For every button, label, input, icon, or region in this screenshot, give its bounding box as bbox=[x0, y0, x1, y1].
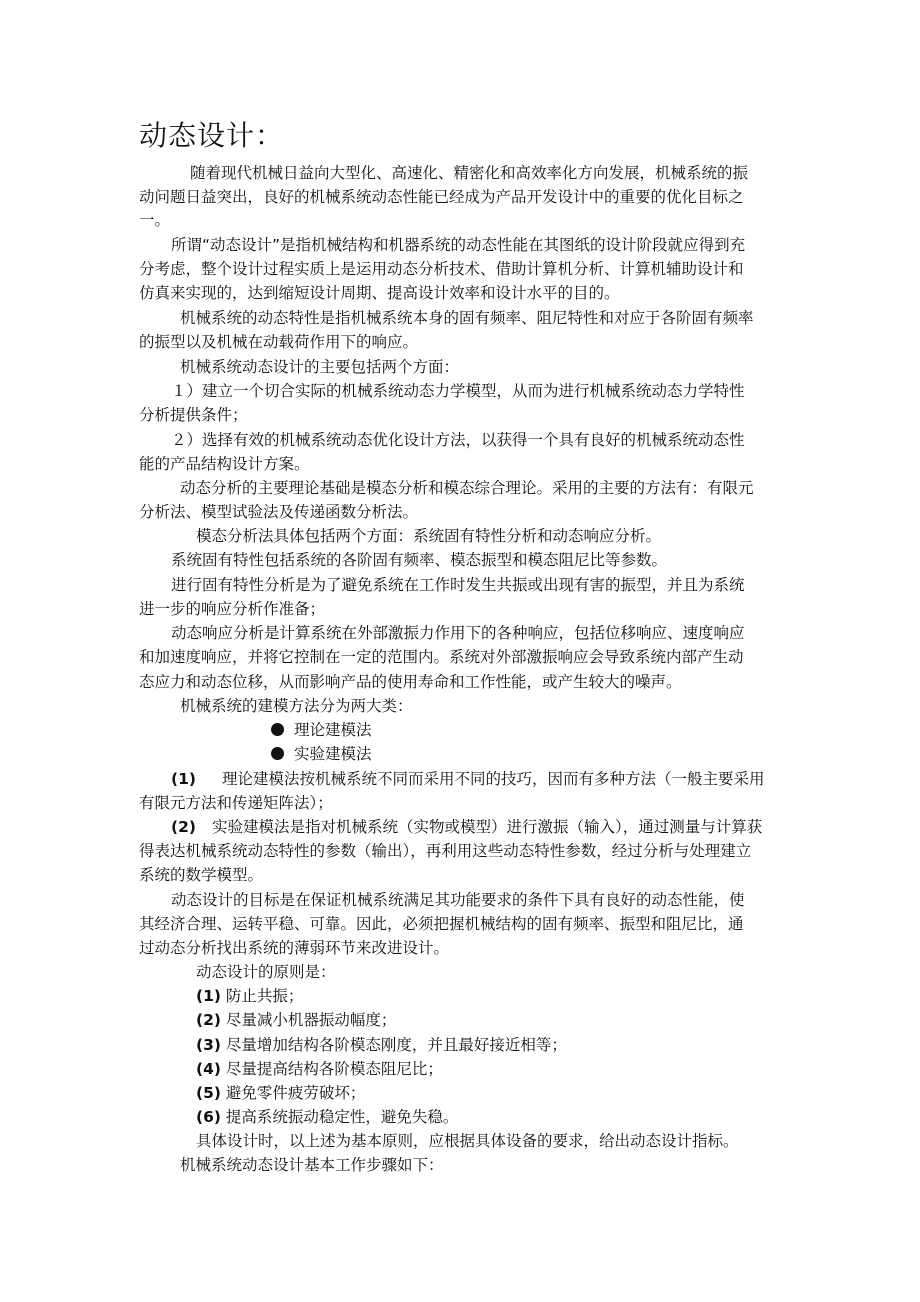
item-number: (2) bbox=[171, 818, 196, 836]
text-line: 所谓“动态设计”是指机械结构和机器系统的动态性能在其图纸的设计阶段就应得到充 bbox=[171, 236, 746, 254]
text-line: 有限元方法和传递矩阵法）； bbox=[139, 794, 333, 812]
item-number: (3) bbox=[196, 1036, 221, 1054]
item-number: (1) bbox=[196, 987, 221, 1005]
text-line: 态应力和动态位移，从而影响产品的使用寿命和工作性能，或产生较大的噪声。 bbox=[139, 673, 682, 691]
item-text: 防止共振； bbox=[225, 987, 304, 1005]
bullet-dot-icon bbox=[271, 747, 284, 760]
text-line: 动态设计的目标是在保证机械系统满足其功能要求的条件下具有良好的动态性能，使 bbox=[171, 891, 745, 909]
bullet-label: 理论建模法 bbox=[294, 721, 372, 739]
text-line: 系统的数学模型。 bbox=[139, 866, 264, 884]
item-number: (4) bbox=[196, 1060, 221, 1078]
page-title: 动态设计： bbox=[139, 119, 285, 152]
principle-item bbox=[196, 1058, 443, 1080]
item-text: 尽量减小机器振动幅度； bbox=[225, 1011, 397, 1029]
item-text: 理论建模法按机械系统不同而采用不同的技巧，因而有多种方法（一般主要采用 bbox=[221, 770, 765, 788]
text-line: 得表达机械系统动态特性的参数（输出），再利用这些动态特性参数，经过分析与处理建立 bbox=[139, 842, 752, 860]
text-line: ２）选择有效的机械系统动态优化设计方法，以获得一个具有良好的机械系统动态性 bbox=[171, 431, 745, 449]
item-number: (6) bbox=[196, 1108, 221, 1126]
text-line: 系统固有特性包括系统的各阶固有频率、模态振型和模态阻尼比等参数。 bbox=[171, 551, 668, 569]
item-text: 实验建模法是指对机械系统（实物或模型）进行激振（输入），通过测量与计算获 bbox=[211, 818, 763, 836]
text-line: １）建立一个切合实际的机械系统动态力学模型，从而为进行机械系统动态力学特性 bbox=[171, 382, 745, 400]
text-line: 能的产品结构设计方案。 bbox=[139, 455, 310, 473]
text-line: 随着现代机械日益向大型化、高速化、精密化和高效率化方向发展，机械系统的振 bbox=[190, 164, 749, 182]
principle-item bbox=[196, 1082, 365, 1104]
text-line: 动态分析的主要理论基础是模态分析和模态综合理论。采用的主要的方法有：有限元 bbox=[180, 479, 754, 497]
principle-item bbox=[196, 1106, 458, 1128]
text-line: 机械系统动态设计的主要包括两个方面： bbox=[180, 358, 460, 376]
text-line: 进一步的响应分析作准备； bbox=[139, 600, 326, 618]
text-line: 分考虑，整个设计过程实质上是运用动态分析技术、借助计算机分析、计算机辅助设计和 bbox=[139, 260, 744, 278]
bullet-item bbox=[271, 719, 372, 741]
item-text: 尽量提高结构各阶模态阻尼比； bbox=[225, 1060, 443, 1078]
bullet-label: 实验建模法 bbox=[294, 745, 372, 763]
bullet-item bbox=[271, 743, 372, 765]
text-line: 其经济合理、运转平稳、可靠。因此，必须把握机械结构的固有频率、振型和阻尼比，通 bbox=[139, 915, 744, 933]
item-number: (2) bbox=[196, 1011, 221, 1029]
text-line: 模态分析法具体包括两个方面：系统固有特性分析和动态响应分析。 bbox=[196, 527, 662, 545]
text-line: 的振型以及机械在动载荷作用下的响应。 bbox=[139, 333, 419, 351]
principle-item bbox=[196, 1009, 396, 1031]
item-number: (1) bbox=[171, 770, 196, 788]
text-line: 动态响应分析是计算系统在外部激振力作用下的各种响应，包括位移响应、速度响应 bbox=[171, 624, 745, 642]
text-line: 进行固有特性分析是为了避免系统在工作时发生共振或出现有害的振型，并且为系统 bbox=[171, 576, 745, 594]
item-text: 避免零件疲劳破坏； bbox=[225, 1084, 366, 1102]
numbered-line bbox=[171, 768, 764, 790]
text-line: 机械系统动态设计基本工作步骤如下： bbox=[180, 1156, 444, 1174]
bullet-dot-icon bbox=[271, 723, 284, 736]
numbered-line bbox=[171, 816, 762, 838]
item-text: 提高系统振动稳定性，避免失稳。 bbox=[225, 1108, 459, 1126]
text-line: 一。 bbox=[139, 211, 171, 229]
text-line: 分析法、模型试验法及传递函数分析法。 bbox=[139, 503, 419, 521]
text-line: 机械系统的动态特性是指机械系统本身的固有频率、阻尼特性和对应于各阶固有频率 bbox=[180, 309, 754, 327]
text-line: 机械系统的建模方法分为两大类： bbox=[180, 697, 413, 715]
text-line: 仿真来实现的，达到缩短设计周期、提高设计效率和设计水平的目的。 bbox=[139, 284, 620, 302]
principle-item bbox=[196, 1034, 567, 1056]
item-text: 尽量增加结构各阶模态刚度，并且最好接近相等； bbox=[225, 1036, 567, 1054]
text-line: 和加速度响应，并将它控制在一定的范围内。系统对外部激振响应会导致系统内部产生动 bbox=[139, 648, 744, 666]
item-number: (5) bbox=[196, 1084, 221, 1102]
principle-item bbox=[196, 985, 303, 1007]
text-line: 过动态分析找出系统的薄弱环节来改进设计。 bbox=[139, 939, 450, 957]
text-line: 具体设计时，以上述为基本原则，应根据具体设备的要求，给出动态设计指标。 bbox=[196, 1132, 739, 1150]
text-line: 动态设计的原则是： bbox=[196, 963, 336, 981]
text-line: 分析提供条件； bbox=[139, 406, 248, 424]
text-line: 动问题日益突出，良好的机械系统动态性能已经成为产品开发设计中的重要的优化目标之 bbox=[139, 188, 744, 206]
